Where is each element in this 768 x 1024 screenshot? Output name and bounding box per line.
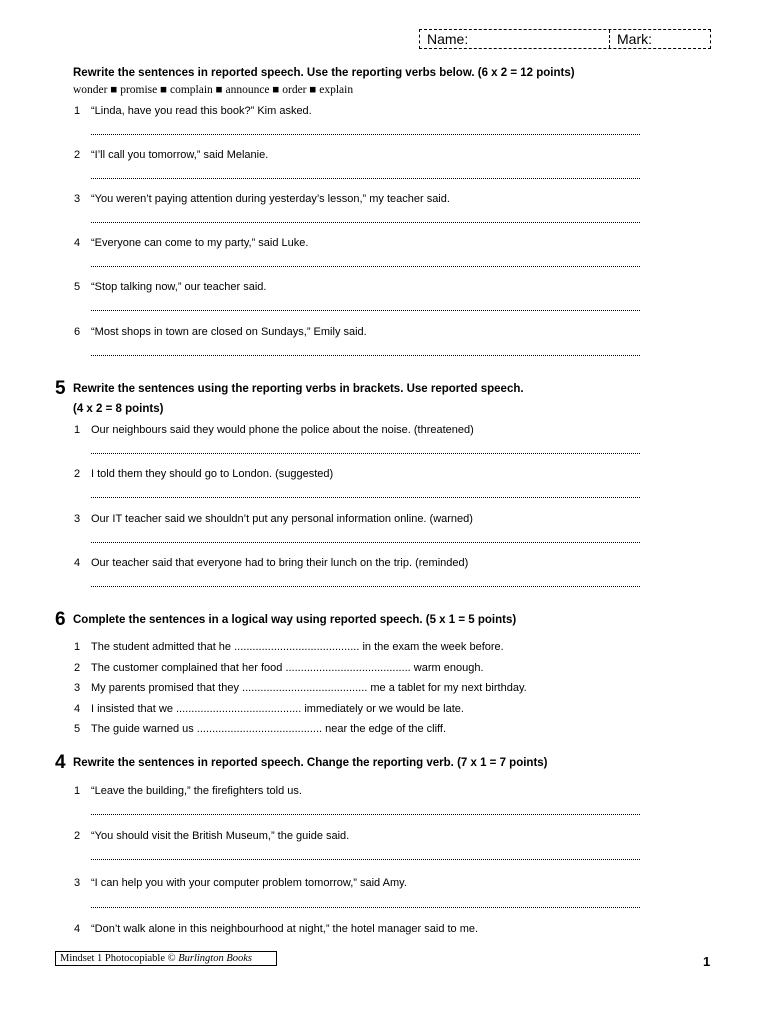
page-number: 1 — [703, 954, 711, 969]
exercise-points: (4 x 2 = 8 points) — [73, 403, 164, 415]
exercise-number: 4 — [55, 752, 66, 773]
exercise-number: 5 — [55, 378, 66, 399]
item-text: Our teacher said that everyone had to bring their lunch on the trip. (reminded) — [91, 557, 469, 569]
answer-line[interactable] — [91, 907, 640, 908]
item-text: “Linda, have you read this book?” Kim asked. — [91, 105, 312, 117]
item-text: I told them they should go to London. (suggested) — [91, 468, 334, 480]
publisher-name: Burlington Books — [178, 953, 253, 964]
item-number: 4 — [74, 557, 81, 569]
item-number: 3 — [74, 513, 81, 525]
item-number: 2 — [74, 468, 81, 480]
separator-icon: ■ — [309, 84, 317, 96]
item-number: 4 — [74, 923, 81, 935]
item-text: The customer complained that her food ......................................... warm enough. — [91, 662, 484, 674]
exercise-number: 6 — [55, 609, 66, 630]
exercise-instruction: Rewrite the sentences in reported speech. Change the reporting verb. (7 x 1 = 7 points) — [73, 757, 548, 769]
item-text: “You should visit the British Museum,” the guide said. — [91, 830, 350, 842]
item-number: 6 — [74, 326, 81, 338]
item-text: “Everyone can come to my party,” said Luke. — [91, 237, 309, 249]
answer-line[interactable] — [91, 453, 640, 454]
item-number: 1 — [74, 785, 81, 797]
verb-word: explain — [319, 84, 354, 96]
item-number: 4 — [74, 703, 81, 715]
verb-word: complain — [169, 84, 213, 96]
item-text: The student admitted that he ......................................... in the exam the week before. — [91, 641, 504, 653]
answer-line[interactable] — [91, 542, 640, 543]
item-number: 2 — [74, 830, 81, 842]
item-number: 3 — [74, 682, 81, 694]
item-text: Our IT teacher said we shouldn’t put any personal information online. (warned) — [91, 513, 473, 525]
item-text: “I’ll call you tomorrow,” said Melanie. — [91, 149, 269, 161]
item-text: “Leave the building,” the firefighters told us. — [91, 785, 302, 797]
item-number: 2 — [74, 149, 81, 161]
answer-line[interactable] — [91, 586, 640, 587]
verb-word: promise — [120, 84, 158, 96]
answer-line[interactable] — [91, 222, 640, 223]
answer-line[interactable] — [91, 355, 640, 356]
answer-line[interactable] — [91, 814, 640, 815]
verb-list — [73, 83, 353, 97]
verb-word: wonder — [73, 84, 108, 96]
separator-icon: ■ — [160, 84, 168, 96]
item-number: 1 — [74, 641, 81, 653]
separator-icon: ■ — [272, 84, 280, 96]
answer-line[interactable] — [91, 134, 640, 135]
item-number: 2 — [74, 662, 81, 674]
item-text: My parents promised that they ......................................... me a tablet for my next birthday. — [91, 682, 527, 694]
answer-line[interactable] — [91, 497, 640, 498]
separator-icon: ■ — [110, 84, 118, 96]
item-number: 1 — [74, 105, 81, 117]
footer-copyright — [55, 951, 277, 966]
exercise-instruction: Rewrite the sentences in reported speech. Use the reporting verbs below. (6 x 2 = 12 points) — [73, 67, 575, 79]
item-number: 3 — [74, 877, 81, 889]
item-text: “Most shops in town are closed on Sundays,” Emily said. — [91, 326, 367, 338]
item-text: “You weren’t paying attention during yesterday’s lesson,” my teacher said. — [91, 193, 450, 205]
item-number: 5 — [74, 281, 81, 293]
name-mark-box — [419, 29, 711, 49]
answer-line[interactable] — [91, 310, 640, 311]
item-text: “Don’t walk alone in this neighbourhood at night,” the hotel manager said to me. — [91, 923, 479, 935]
answer-line[interactable] — [91, 178, 640, 179]
footer-text: Mindset 1 Photocopiable © — [60, 953, 176, 964]
item-text: “I can help you with your computer problem tomorrow,” said Amy. — [91, 877, 407, 889]
item-number: 4 — [74, 237, 81, 249]
item-text: “Stop talking now,” our teacher said. — [91, 281, 267, 293]
name-field[interactable]: Name: — [420, 30, 610, 48]
verb-word: order — [282, 84, 307, 96]
item-text: I insisted that we ......................................... immediately or we would be late. — [91, 703, 464, 715]
answer-line[interactable] — [91, 859, 640, 860]
exercise-instruction: Complete the sentences in a logical way using reported speech. (5 x 1 = 5 points) — [73, 614, 517, 626]
verb-word: announce — [225, 84, 270, 96]
item-text: Our neighbours said they would phone the police about the noise. (threatened) — [91, 424, 474, 436]
item-number: 5 — [74, 723, 81, 735]
item-number: 3 — [74, 193, 81, 205]
answer-line[interactable] — [91, 266, 640, 267]
separator-icon: ■ — [215, 84, 223, 96]
item-text: The guide warned us ......................................... near the edge of the cliff. — [91, 723, 447, 735]
mark-field[interactable]: Mark: — [617, 31, 652, 47]
exercise-instruction: Rewrite the sentences using the reporting verbs in brackets. Use reported speech. — [73, 383, 524, 395]
item-number: 1 — [74, 424, 81, 436]
